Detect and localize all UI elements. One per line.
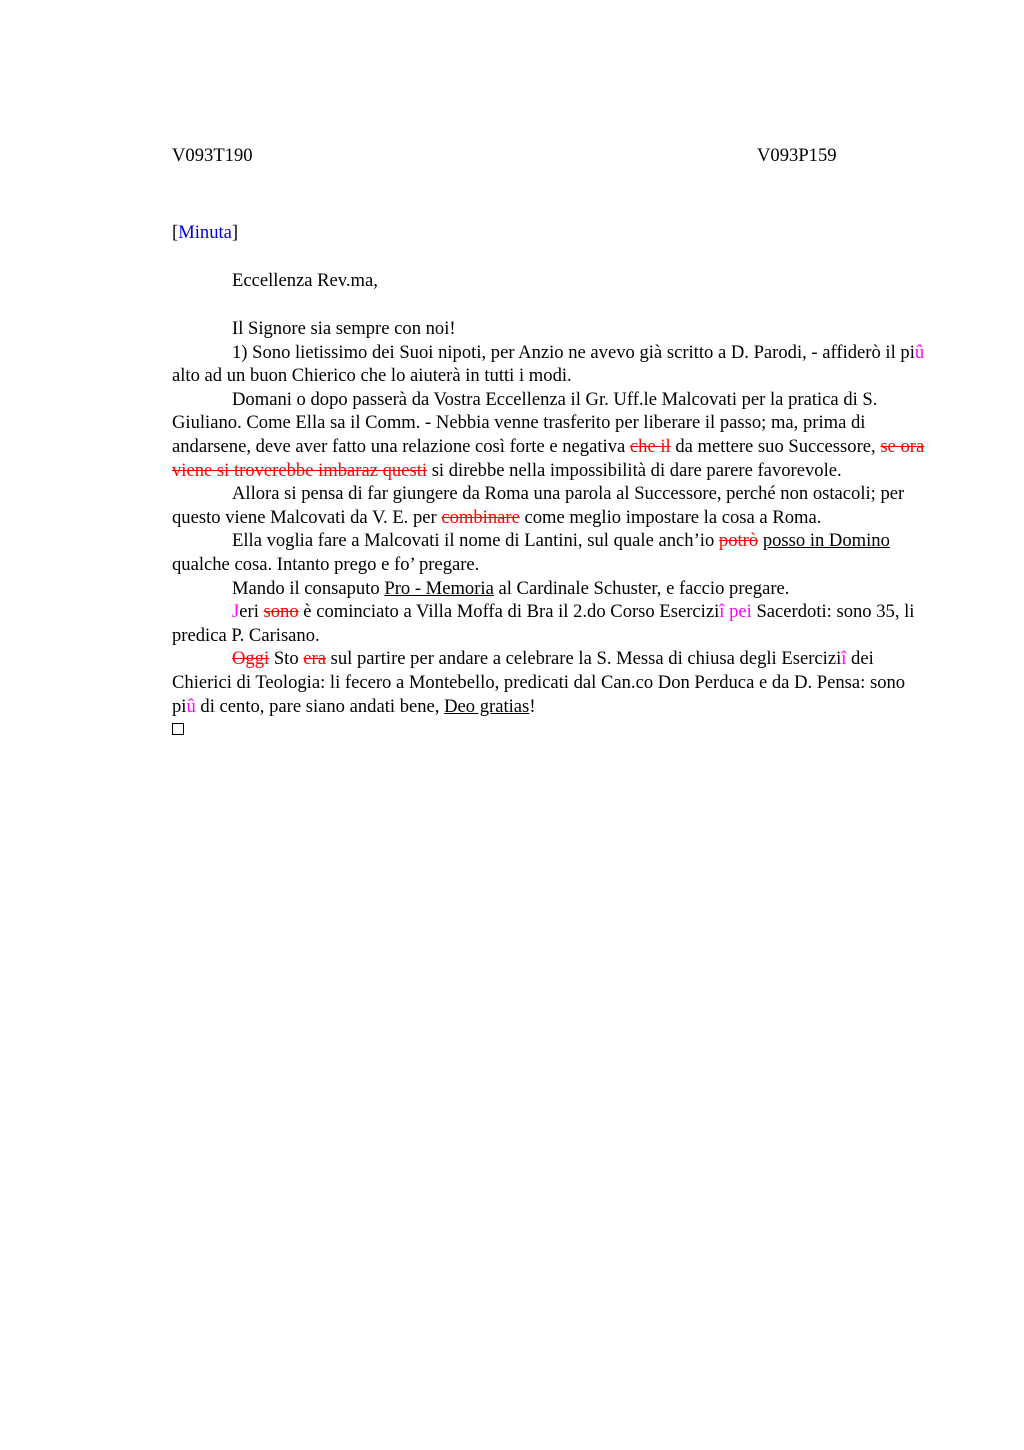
added-text: J <box>232 601 240 623</box>
text-run: Ella voglia fare a Malcovati il nome di Lantini, sul quale anch’io <box>232 530 719 552</box>
deleted-text: sono <box>263 601 299 623</box>
text-run: alto ad un buon Chierico che lo aiuterà in tutti i modi. <box>172 365 572 387</box>
deleted-text: potrò <box>718 530 759 552</box>
text-run: Mando il consaputo <box>232 577 385 599</box>
paragraph-rome <box>172 482 932 529</box>
draft-label: Minuta <box>178 222 232 243</box>
added-text: û <box>186 695 196 717</box>
added-text: î <box>719 601 725 623</box>
end-marker-box <box>172 718 932 742</box>
added-text: û <box>914 341 925 363</box>
deleted-text: se ora viene si troverebbe imbaraz questi <box>172 435 925 481</box>
text-run: come meglio impostare la cosa a Roma. <box>519 506 822 528</box>
text-run: di cento, pare siano andati bene, <box>195 695 445 717</box>
deleted-text: combinare <box>441 506 520 528</box>
text-run: ! <box>529 695 536 717</box>
text-run: dei Chierici di Teologia: li fecero a Montebello, predicati dal Can.co Don Perduca e da D. Pensa: sono pi <box>172 648 906 717</box>
added-text: î <box>841 648 847 670</box>
bracket-open: [ <box>172 222 179 243</box>
code-left: V093T190 <box>172 145 253 166</box>
deleted-text: che il <box>629 435 671 457</box>
text-run: eri <box>239 601 264 623</box>
code-right: V093P159 <box>757 145 837 166</box>
text-run: Sto <box>269 648 304 670</box>
paragraph-lantini <box>172 529 932 576</box>
checkbox-square-icon <box>172 723 184 735</box>
text-run: Allora si pensa di far giungere da Roma una parola al Successore, perché non ostacoli; per questo viene Malcovati da V. E. per <box>172 483 905 528</box>
letter-body <box>172 317 932 742</box>
text-run: Sacerdoti: sono 35, li predica P. Carisano. <box>172 601 915 646</box>
paragraph-malcovati <box>172 388 932 482</box>
salutation: Eccellenza Rev.ma, <box>232 270 378 291</box>
letter-page <box>172 145 932 742</box>
text-run: al Cardinale Schuster, e faccio pregare. <box>493 577 790 599</box>
text-run: qualche cosa. Intanto prego e fo’ pregare. <box>172 553 480 575</box>
deleted-text: era <box>303 648 326 670</box>
text-run: da mettere suo Successore, <box>670 435 881 457</box>
draft-note <box>172 221 932 245</box>
text-run: 1) Sono lietissimo dei Suoi nipoti, per Anzio ne avevo già scritto a D. Parodi, - affiderò il pi <box>232 341 915 363</box>
text-run: si direbbe nella impossibilità di dare parere favorevole. <box>427 459 842 481</box>
document-codes <box>172 145 932 169</box>
text-run: Domani o dopo passerà da Vostra Eccellenza il Gr. Uff.le Malcovati per la pratica di S. Giuliano. Come Ella sa il Comm. - Nebbia venne trasferito per liberare il passo; ma, prima di andarsene, deve aver fatto una relazione così forte e negativa <box>172 388 878 457</box>
paragraph-esercizi <box>172 600 932 647</box>
bracket-close: ] <box>231 222 239 243</box>
underlined-text: Pro - Memoria <box>384 577 494 599</box>
text-run: sul partire per andare a celebrare la S. Messa di chiusa degli Esercizi <box>326 648 842 670</box>
paragraph-chierici <box>172 647 932 718</box>
underlined-text: posso in Domino <box>762 530 890 552</box>
paragraph-greeting: Il Signore sia sempre con noi! <box>232 318 456 339</box>
text-run: è cominciato a Villa Moffa di Bra il 2.do Corso Esercizi <box>298 601 720 623</box>
added-text: pei <box>729 601 752 623</box>
underlined-text: Deo gratias <box>444 695 530 717</box>
paragraph-memoria <box>172 577 932 601</box>
deleted-text: Oggi <box>232 648 270 670</box>
paragraph-nephews <box>172 341 932 388</box>
